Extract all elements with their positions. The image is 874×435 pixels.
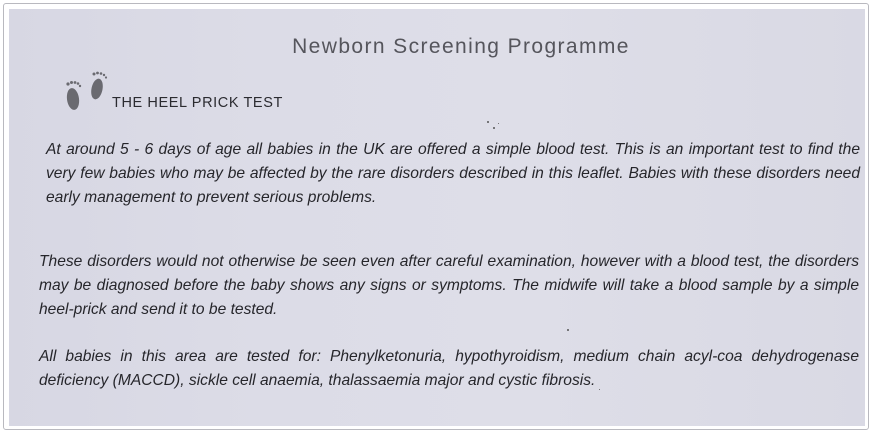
print-speck xyxy=(599,389,600,390)
paragraph-tested-disorders: All babies in this area are tested for: Phenylketonuria, hypothyroidism, medium chain acyl-coa dehydrogenase deficiency (MACCD), sickle cell anaemia, thalassaemia major and cystic fibrosis. xyxy=(39,348,859,389)
print-speck xyxy=(493,127,495,129)
section-heading: THE HEEL PRICK TEST xyxy=(112,95,283,111)
paragraph-intro: At around 5 - 6 days of age all babies in the UK are offered a simple blood test. This is an important test to find the very few babies who may be affected by the rare disorders described in this leaflet. Babies with these disorders need early management to prevent serious problems. xyxy=(46,141,860,206)
document-title: Newborn Screening Programme xyxy=(292,35,630,58)
print-speck xyxy=(498,123,499,124)
baby-footprints-icon xyxy=(59,67,115,119)
print-speck xyxy=(567,329,569,331)
photo-frame xyxy=(3,3,869,430)
print-speck xyxy=(487,121,489,123)
paragraph-diagnosis: These disorders would not otherwise be seen even after careful examination, however with a blood test, the disorders may be diagnosed before the baby shows any signs or symptoms. The midwife will take a blood sample by a simple heel-prick and send it to be tested. xyxy=(39,253,859,318)
leaflet-page xyxy=(9,9,865,426)
